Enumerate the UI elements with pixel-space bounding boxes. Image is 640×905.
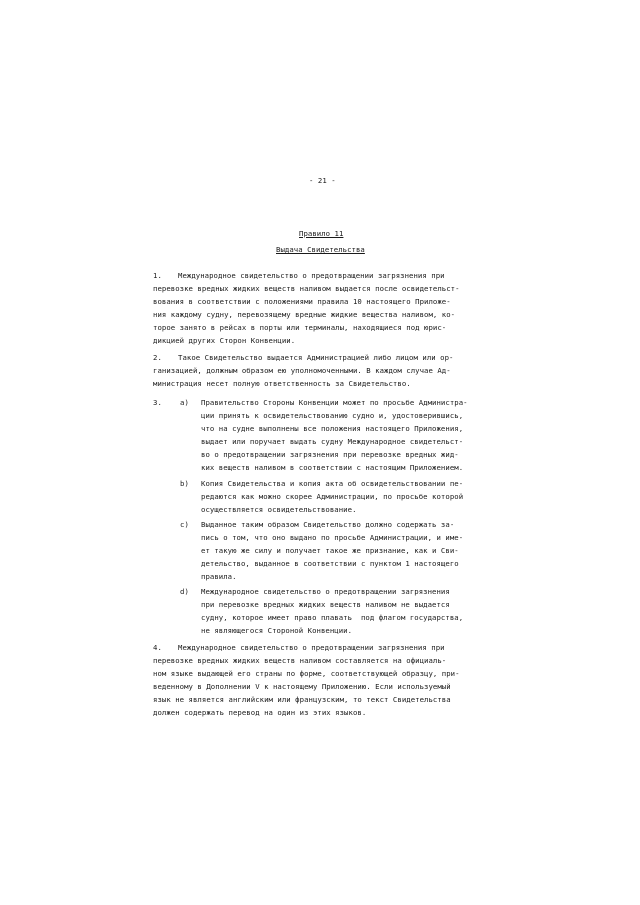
paragraph-line: Международное свидетельство о предотвращении загрязнения при — [178, 643, 445, 652]
subparagraph-line: осуществляется освидетельствование. — [201, 505, 357, 514]
subparagraph-label: b) — [180, 479, 189, 488]
paragraph-line: торое занято в рейсах в порты или терминалы, находящиеся под юрис- — [153, 323, 447, 332]
paragraph-line: Такое Свидетельство выдается Администрацией либо лицом или ор- — [178, 353, 454, 362]
paragraph-line: ганизацией, должным образом ею уполномоченными. В каждом случае Ад- — [153, 366, 451, 375]
paragraph-number: 4. — [153, 643, 162, 652]
paragraph-line: вования в соответствии с положениями правила 10 настоящего Приложе- — [153, 297, 451, 306]
subparagraph-label: c) — [180, 520, 189, 529]
paragraph-line: дикцией других Сторон Конвенции. — [153, 336, 296, 345]
subparagraph-line: Копия Свидетельства и копия акта об освидетельствовании пе- — [201, 479, 464, 488]
subparagraph-line: редаются как можно скорее Администрации, по просьбе которой — [201, 492, 464, 501]
subparagraph-label: a) — [180, 398, 189, 407]
paragraph-line: язык не является английским или французским, то текст Свидетельства — [153, 695, 451, 704]
subparagraph-line: Правительство Стороны Конвенции может по просьбе Администра- — [201, 398, 468, 407]
subparagraph-line: ет такую же силу и получает такое же признание, как и Сви- — [201, 546, 459, 555]
paragraph-line: ном языке выдающей его страны по форме, соответствующей образцу, при- — [153, 669, 460, 678]
subparagraph-line: пись о том, что оно выдано по просьбе Администрации, и име- — [201, 533, 464, 542]
page-number: - 21 - — [309, 176, 336, 185]
paragraph-number: 2. — [153, 353, 162, 362]
paragraph-line: перевозке вредных жидких веществ наливом выдается после освидетельст- — [153, 284, 460, 293]
paragraph-line: ния каждому судну, перевозящему вредные жидкие вещества наливом, ко- — [153, 310, 456, 319]
paragraph-line: министрация несет полную ответственность за Свидетельство. — [153, 379, 411, 388]
subparagraph-line: во о предотвращении загрязнения при перевозке вредных жид- — [201, 450, 459, 459]
rule-title: Правило 11 — [299, 229, 344, 238]
paragraph-number: 3. — [153, 398, 162, 407]
paragraph-number: 1. — [153, 271, 162, 280]
subparagraph-label: d) — [180, 587, 189, 596]
subparagraph-line: ких веществ наливом в соответствии с настоящим Приложением. — [201, 463, 464, 472]
subparagraph-line: не являющегося Стороной Конвенции. — [201, 626, 353, 635]
subparagraph-line: при перевозке вредных жидких веществ наливом не выдается — [201, 600, 450, 609]
subparagraph-line: ции принять к освидетельствованию судно и, удостоверившись, — [201, 411, 464, 420]
subparagraph-line: детельство, выданное в соответствии с пунктом 1 настоящего — [201, 559, 459, 568]
rule-subtitle: Выдача Свидетельства — [276, 245, 365, 254]
paragraph-line: веденному в Дополнении V к настоящему Приложению. Если используемый — [153, 682, 451, 691]
subparagraph-line: судну, которое имеет право плавать под флагом государства, — [201, 613, 464, 622]
paragraph-line: Международное свидетельство о предотвращении загрязнения при — [178, 271, 445, 280]
subparagraph-line: что на судне выполнены все положения настоящего Приложения, — [201, 424, 464, 433]
subparagraph-line: Международное свидетельство о предотвращении загрязнения — [201, 587, 450, 596]
subparagraph-line: правила. — [201, 572, 237, 581]
subparagraph-line: выдает или поручает выдать судну Международное свидетельст- — [201, 437, 464, 446]
paragraph-line: должен содержать перевод на один из этих языков. — [153, 708, 367, 717]
subparagraph-line: Выданное таким образом Свидетельство должно содержать за- — [201, 520, 455, 529]
paragraph-line: перевозке вредных жидких веществ наливом составляется на официаль- — [153, 656, 447, 665]
